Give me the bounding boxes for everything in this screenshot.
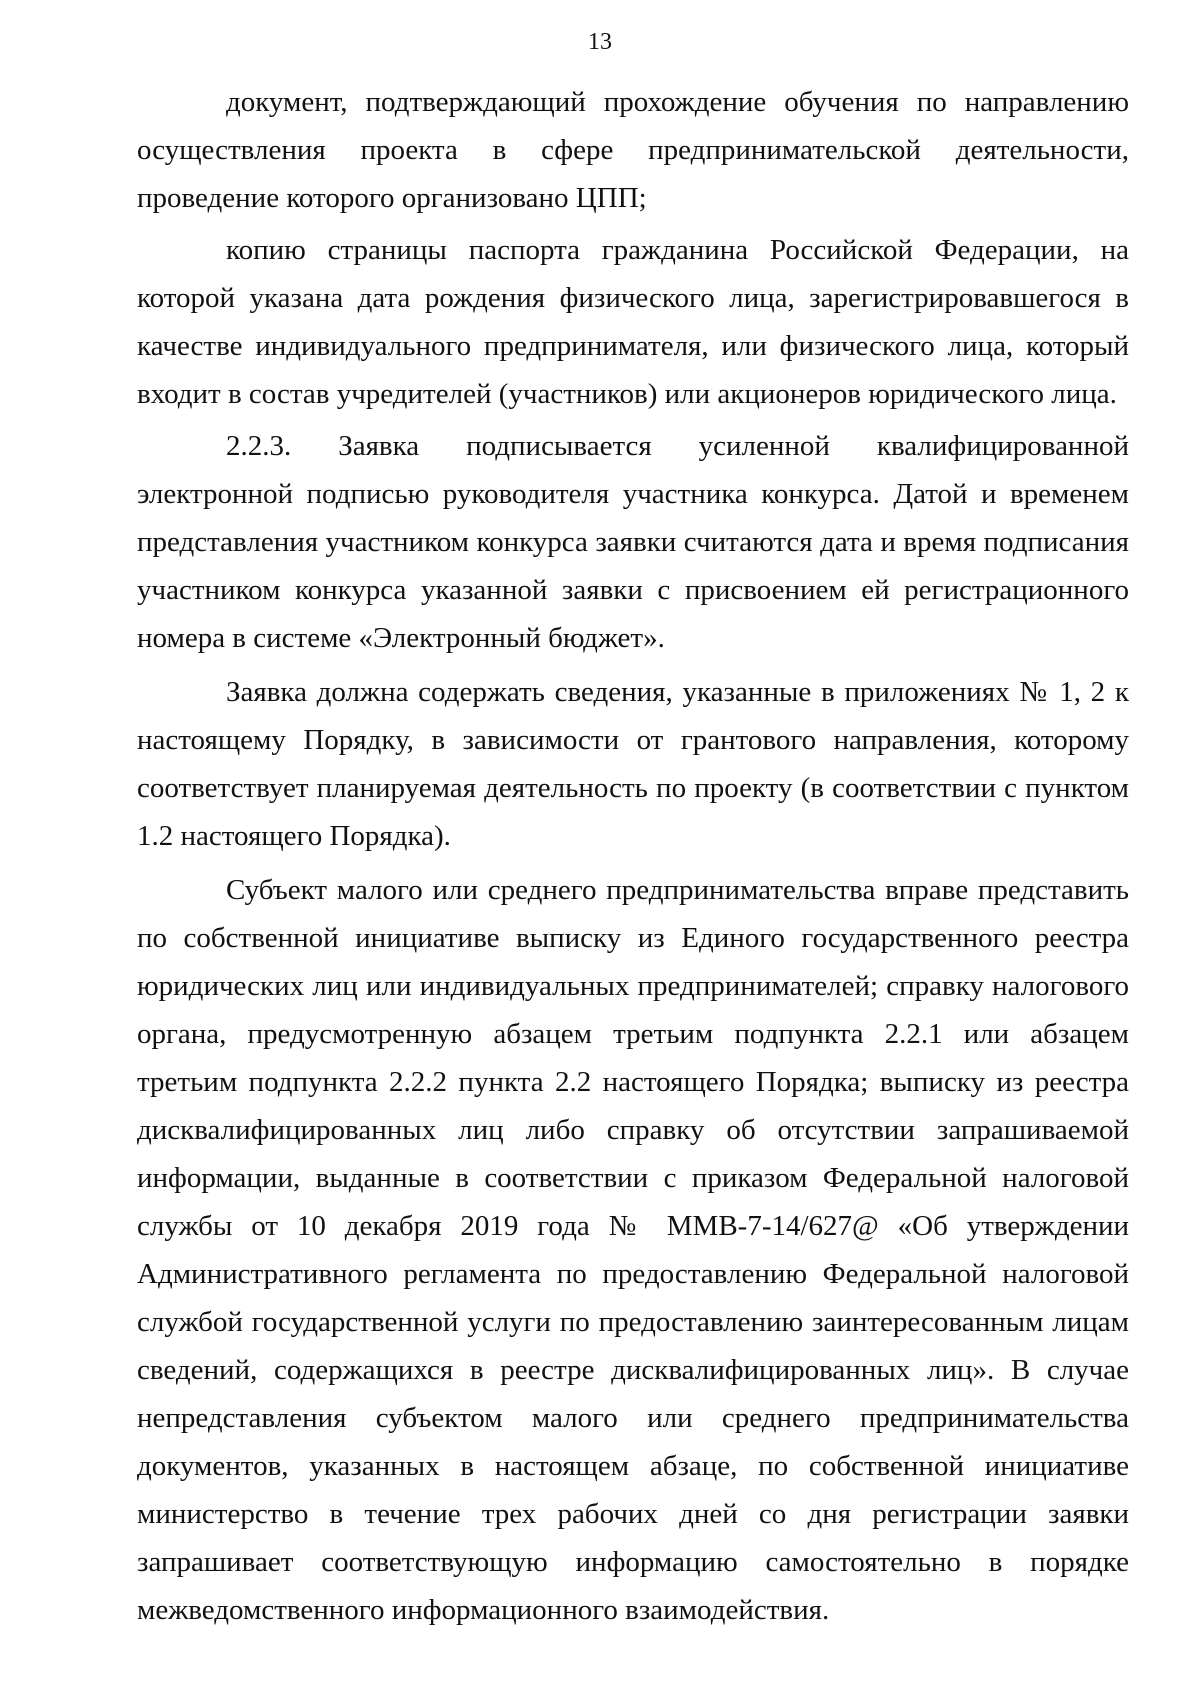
paragraph-application-signing: 2.2.3. Заявка подписывается усиленной квалифицированной электронной подписью руководителя участника конкурса. Датой и временем представления участником конкурса заявки считаются дата и время подписания участником конкурса указанной заявки с присвоением ей регистрационного номера в системе «Электронный бюджет». [137, 430, 1129, 654]
paragraph-passport-copy: копию страницы паспорта гражданина Российской Федерации, на которой указана дата рождения физического лица, зарегистрировавшегося в качестве индивидуального предпринимателя, или физического лица, который входит в состав учредителей (участников) или акционеров юридического лица. [137, 234, 1129, 410]
paragraph-training-document: документ, подтверждающий прохождение обучения по направлению осуществления проекта в сфере предпринимательской деятельности, проведение которого организовано ЦПП; [137, 86, 1129, 214]
paragraph-sme-documents: Субъект малого или среднего предпринимательства вправе представить по собственной инициативе выписку из Единого государственного реестра юридических лиц или индивидуальных предпринимателей; справку налогового органа, предусмотренную абзацем третьим подпункта 2.2.1 или абзацем третьим подпункта 2.2.2 пункта 2.2 настоящего Порядка; выписку из реестра дисквалифицированных лиц либо справку об отсутствии запрашиваемой информации, выданные в соответствии с приказом Федеральной налоговой службы от 10 декабря 2019 года № ММВ-7-14/627@ «Об утверждении Административного регламента по предоставлению Федеральной налоговой службой государственной услуги по предоставлению заинтересованным лицам сведений, содержащихся в реестре дисквалифицированных лиц». В случае непредставления субъектом малого или среднего предпринимательства документов, указанных в настоящем абзаце, по собственной инициативе министерство в течение трех рабочих дней со дня регистрации заявки запрашивает соответствующую информацию самостоятельно в порядке межведомственного информационного взаимодействия. [137, 874, 1129, 1626]
page-number: 13 [588, 29, 612, 55]
document-body [137, 78, 1129, 1634]
paragraph-application-contents: Заявка должна содержать сведения, указанные в приложениях № 1, 2 к настоящему Порядку, в зависимости от грантового направления, которому соответствует планируемая деятельность по проекту (в соответствии с пунктом 1.2 настоящего Порядка). [137, 676, 1129, 852]
